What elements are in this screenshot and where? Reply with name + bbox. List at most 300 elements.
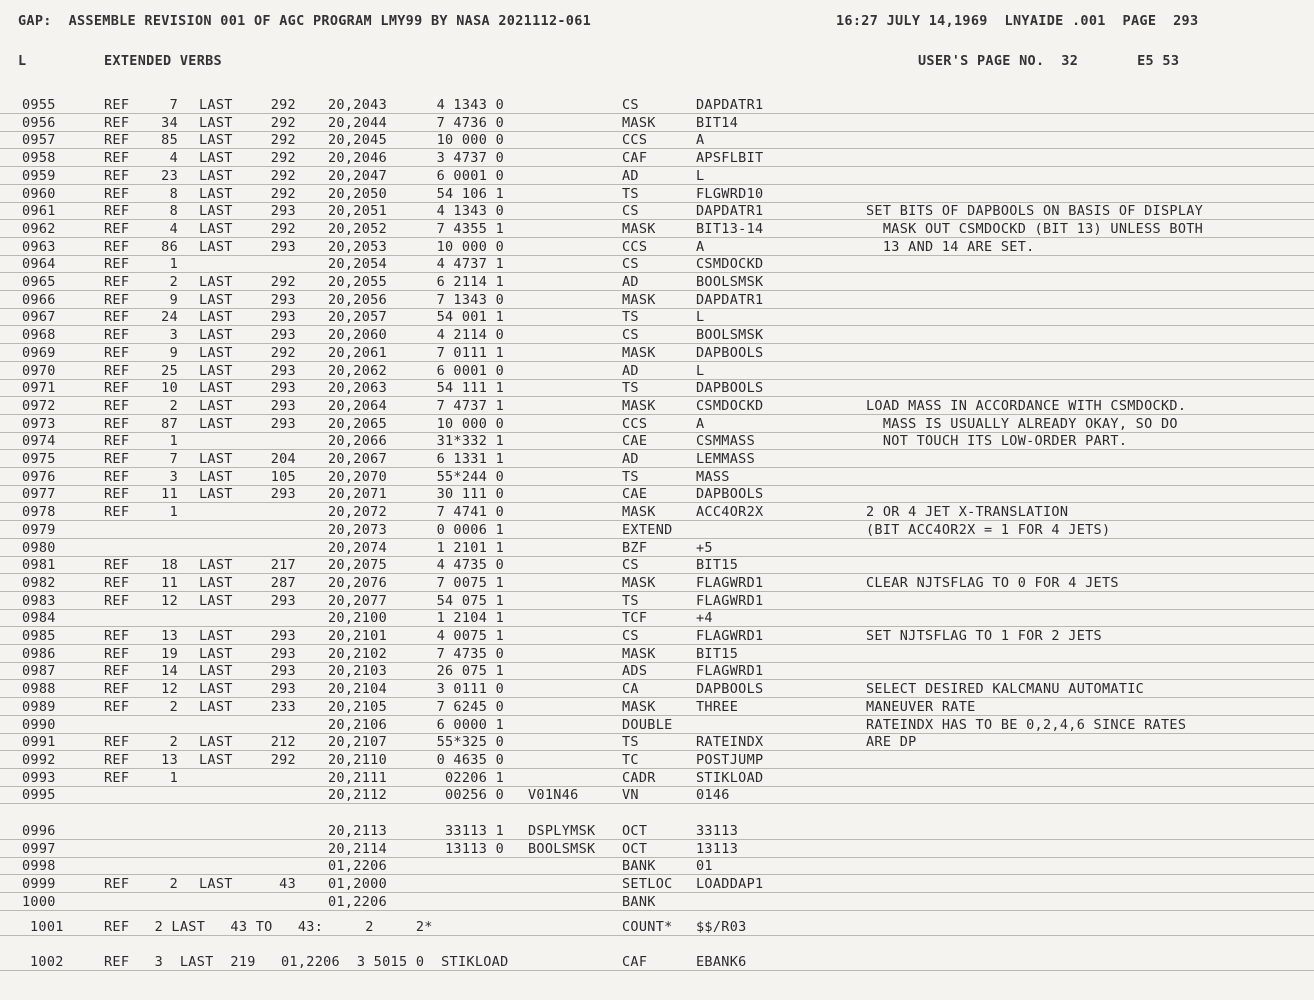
ref-count: 2 xyxy=(169,734,178,751)
last-tag: LAST xyxy=(199,291,233,308)
opcode: MASK xyxy=(622,645,656,662)
address: 20,2060 xyxy=(328,327,387,344)
opcode: CA xyxy=(622,681,639,698)
ref-count: 23 xyxy=(161,167,178,184)
line-number: 1001 xyxy=(30,919,64,935)
ref-tag: REF xyxy=(104,574,130,591)
last-tag: LAST xyxy=(199,397,233,414)
object-code: 30 111 0 xyxy=(436,486,504,503)
ref-count: 1 xyxy=(169,433,178,450)
operand: +5 xyxy=(696,539,713,556)
operand: CSMDOCKD xyxy=(696,397,764,414)
ref-tag: REF xyxy=(104,433,130,450)
object-code: 6 0001 0 xyxy=(436,167,504,184)
address: 20,2064 xyxy=(328,397,387,414)
operand: DAPBOOLS xyxy=(696,380,764,397)
object-code: 33113 1 xyxy=(445,823,504,839)
ref-count: 10 xyxy=(161,380,178,397)
last-page: 105 xyxy=(270,468,296,485)
listing-row xyxy=(0,733,1314,751)
listing-row xyxy=(0,326,1314,344)
line-number: 0961 xyxy=(22,203,56,220)
last-page: 292 xyxy=(270,185,296,202)
address: 20,2066 xyxy=(328,433,387,450)
line-number: 0966 xyxy=(22,291,56,308)
operand: DAPBOOLS xyxy=(696,486,764,503)
ref-tag: REF xyxy=(104,309,130,326)
ref-count: 1 xyxy=(169,769,178,786)
last-page: 293 xyxy=(270,397,296,414)
line-number: 0965 xyxy=(22,274,56,290)
operand: APSFLBIT xyxy=(696,150,764,167)
address: 20,2110 xyxy=(328,751,387,768)
opcode: MASK xyxy=(622,291,656,308)
footer-row xyxy=(0,953,1314,971)
opcode: CADR xyxy=(622,769,656,786)
ref-tag: REF xyxy=(104,167,130,184)
object-code: 6 1331 1 xyxy=(436,451,504,467)
last-page: 293 xyxy=(270,415,296,432)
address: 20,2074 xyxy=(328,539,387,556)
opcode: AD xyxy=(622,274,639,290)
ref-count: 8 xyxy=(169,185,178,202)
listing-row xyxy=(0,344,1314,362)
ref-tag: REF xyxy=(104,663,130,680)
ref-count: 7 xyxy=(169,97,178,113)
operand: DAPDATR1 xyxy=(696,97,764,113)
footer-text: REF 2 LAST 43 TO 43: 2 2* xyxy=(104,919,433,935)
ref-count: 13 xyxy=(161,751,178,768)
line-number: 0989 xyxy=(22,698,56,715)
last-tag: LAST xyxy=(199,97,233,113)
operand: BIT14 xyxy=(696,114,739,131)
opcode: BANK xyxy=(622,893,656,910)
address: 20,2107 xyxy=(328,734,387,751)
line-number: 0982 xyxy=(22,574,56,591)
comment: CLEAR NJTSFLAG TO 0 FOR 4 JETS xyxy=(866,574,1119,591)
address: 20,2114 xyxy=(328,840,387,857)
opcode: TS xyxy=(622,592,639,609)
last-tag: LAST xyxy=(199,645,233,662)
footer-row xyxy=(0,918,1314,936)
address: 20,2046 xyxy=(328,150,387,167)
address: 20,2072 xyxy=(328,504,387,521)
line-number: 0976 xyxy=(22,468,56,485)
line-number: 1002 xyxy=(30,954,64,970)
last-tag: LAST xyxy=(199,876,233,893)
ref-count: 18 xyxy=(161,557,178,574)
ref-count: 12 xyxy=(161,681,178,698)
last-page: 293 xyxy=(270,628,296,644)
last-tag: LAST xyxy=(199,185,233,202)
opcode: BANK xyxy=(622,858,656,875)
listing-row xyxy=(0,379,1314,397)
listing-row xyxy=(0,485,1314,503)
address: 20,2055 xyxy=(328,274,387,290)
ref-count: 86 xyxy=(161,238,178,255)
last-page: 292 xyxy=(270,97,296,113)
ref-tag: REF xyxy=(104,97,130,113)
line-number: 0987 xyxy=(22,663,56,680)
operand: EBANK6 xyxy=(696,954,747,970)
operand: L xyxy=(696,167,705,184)
object-code: 54 111 1 xyxy=(436,380,504,397)
operand: BOOLSMSK xyxy=(696,327,764,344)
comment: ARE DP xyxy=(866,734,917,751)
opcode: TS xyxy=(622,309,639,326)
ref-count: 2 xyxy=(169,274,178,290)
last-tag: LAST xyxy=(199,327,233,344)
address: 20,2062 xyxy=(328,362,387,379)
object-code: 6 2114 1 xyxy=(436,274,504,290)
last-page: 293 xyxy=(270,592,296,609)
object-code: 3 0111 0 xyxy=(436,681,504,698)
operand: DAPDATR1 xyxy=(696,203,764,220)
operand: A xyxy=(696,238,705,255)
address: 01,2206 xyxy=(328,893,387,910)
comment: (BIT ACC4OR2X = 1 FOR 4 JETS) xyxy=(866,521,1111,538)
object-code: 02206 1 xyxy=(445,769,504,786)
listing-row xyxy=(0,362,1314,380)
address: 20,2073 xyxy=(328,521,387,538)
address: 01,2206 xyxy=(328,858,387,875)
listing-row xyxy=(0,875,1314,893)
comment: MANEUVER RATE xyxy=(866,698,976,715)
opcode: MASK xyxy=(622,397,656,414)
banner-line-2 xyxy=(0,52,1314,70)
operand: STIKLOAD xyxy=(696,769,764,786)
ref-tag: REF xyxy=(104,451,130,467)
ref-tag: REF xyxy=(104,256,130,273)
opcode: MASK xyxy=(622,114,656,131)
operand: +4 xyxy=(696,610,713,627)
operand: 01 xyxy=(696,858,713,875)
listing-row xyxy=(0,415,1314,433)
operand: 33113 xyxy=(696,823,739,839)
ref-count: 7 xyxy=(169,451,178,467)
address: 20,2051 xyxy=(328,203,387,220)
line-number: 0985 xyxy=(22,628,56,644)
address: 20,2111 xyxy=(328,769,387,786)
listing-row xyxy=(0,822,1314,840)
listing-row xyxy=(0,167,1314,185)
ref-count: 13 xyxy=(161,628,178,644)
object-code: 55*244 0 xyxy=(436,468,504,485)
opcode: TS xyxy=(622,468,639,485)
operand: A xyxy=(696,132,705,149)
operand: BIT15 xyxy=(696,645,739,662)
address: 20,2112 xyxy=(328,787,387,804)
line-number: 0992 xyxy=(22,751,56,768)
comment: SELECT DESIRED KALCMANU AUTOMATIC xyxy=(866,681,1145,698)
object-code: 0 4635 0 xyxy=(436,751,504,768)
listing-row xyxy=(0,751,1314,769)
operand: A xyxy=(696,415,705,432)
last-tag: LAST xyxy=(199,698,233,715)
last-tag: LAST xyxy=(199,751,233,768)
ref-tag: REF xyxy=(104,344,130,361)
opcode: TS xyxy=(622,380,639,397)
object-code: 3 4737 0 xyxy=(436,150,504,167)
last-page: 292 xyxy=(270,220,296,237)
ref-tag: REF xyxy=(104,327,130,344)
last-tag: LAST xyxy=(199,486,233,503)
operand: THREE xyxy=(696,698,739,715)
last-page: 292 xyxy=(270,114,296,131)
operand: DAPBOOLS xyxy=(696,344,764,361)
line-number: 0983 xyxy=(22,592,56,609)
address: 20,2061 xyxy=(328,344,387,361)
line-number: 0999 xyxy=(22,876,56,893)
last-page: 293 xyxy=(270,309,296,326)
ref-tag: REF xyxy=(104,185,130,202)
line-number: 0984 xyxy=(22,610,56,627)
object-code: 7 0111 1 xyxy=(436,344,504,361)
last-page: 293 xyxy=(270,663,296,680)
line-number: 0997 xyxy=(22,840,56,857)
ref-tag: REF xyxy=(104,698,130,715)
line-number: 0995 xyxy=(22,787,56,804)
object-code: 1 2104 1 xyxy=(436,610,504,627)
ref-tag: REF xyxy=(104,274,130,290)
object-code: 54 075 1 xyxy=(436,592,504,609)
ref-tag: REF xyxy=(104,876,130,893)
last-tag: LAST xyxy=(199,628,233,644)
address: 20,2100 xyxy=(328,610,387,627)
object-code: 4 4735 0 xyxy=(436,557,504,574)
opcode: CS xyxy=(622,203,639,220)
line-number: 1000 xyxy=(22,893,56,910)
last-tag: LAST xyxy=(199,380,233,397)
opcode: CS xyxy=(622,327,639,344)
ref-tag: REF xyxy=(104,592,130,609)
ref-tag: REF xyxy=(104,397,130,414)
opcode: COUNT* xyxy=(622,919,673,935)
last-page: 233 xyxy=(270,698,296,715)
object-code: 6 0000 1 xyxy=(436,716,504,733)
address: 20,2056 xyxy=(328,291,387,308)
opcode: CS xyxy=(622,97,639,113)
comment: NOT TOUCH ITS LOW-ORDER PART. xyxy=(866,433,1128,450)
object-code: 0 0006 1 xyxy=(436,521,504,538)
user-page-number: USER'S PAGE NO. 32 E5 53 xyxy=(918,53,1180,69)
ref-tag: REF xyxy=(104,291,130,308)
last-tag: LAST xyxy=(199,557,233,574)
object-code: 55*325 0 xyxy=(436,734,504,751)
address: 20,2106 xyxy=(328,716,387,733)
ref-tag: REF xyxy=(104,486,130,503)
opcode: CCS xyxy=(622,415,648,432)
comment: RATEINDX HAS TO BE 0,2,4,6 SINCE RATES xyxy=(866,716,1187,733)
object-code: 7 0075 1 xyxy=(436,574,504,591)
line-number: 0979 xyxy=(22,521,56,538)
line-number: 0957 xyxy=(22,132,56,149)
operand: LOADDAP1 xyxy=(696,876,764,893)
line-number: 0956 xyxy=(22,114,56,131)
ref-count: 1 xyxy=(169,504,178,521)
object-code: 54 001 1 xyxy=(436,309,504,326)
operand: DAPBOOLS xyxy=(696,681,764,698)
address: 20,2102 xyxy=(328,645,387,662)
listing-row xyxy=(0,539,1314,557)
last-page: 204 xyxy=(270,451,296,467)
address: 20,2103 xyxy=(328,663,387,680)
opcode: CAE xyxy=(622,486,648,503)
opcode: MASK xyxy=(622,698,656,715)
ref-tag: REF xyxy=(104,362,130,379)
ref-count: 4 xyxy=(169,220,178,237)
listing-row xyxy=(0,840,1314,858)
operand: $$/R03 xyxy=(696,919,747,935)
line-number: 0988 xyxy=(22,681,56,698)
operand: 0146 xyxy=(696,787,730,804)
ref-tag: REF xyxy=(104,132,130,149)
operand: POSTJUMP xyxy=(696,751,764,768)
object-code: 7 4736 0 xyxy=(436,114,504,131)
opcode: TS xyxy=(622,185,639,202)
operand: MASS xyxy=(696,468,730,485)
object-code: 13113 0 xyxy=(445,840,504,857)
line-number: 0960 xyxy=(22,185,56,202)
address: 20,2063 xyxy=(328,380,387,397)
listing-row xyxy=(0,786,1314,804)
listing-row xyxy=(0,220,1314,238)
opcode: SETLOC xyxy=(622,876,673,893)
opcode: AD xyxy=(622,451,639,467)
ref-count: 19 xyxy=(161,645,178,662)
line-number: 0974 xyxy=(22,433,56,450)
ref-tag: REF xyxy=(104,150,130,167)
last-page: 292 xyxy=(270,274,296,290)
last-tag: LAST xyxy=(199,220,233,237)
last-tag: LAST xyxy=(199,344,233,361)
listing-row xyxy=(0,662,1314,680)
line-number: 0980 xyxy=(22,539,56,556)
last-tag: LAST xyxy=(199,114,233,131)
listing-row xyxy=(0,556,1314,574)
opcode: MASK xyxy=(622,344,656,361)
ref-tag: REF xyxy=(104,380,130,397)
line-number: 0981 xyxy=(22,557,56,574)
last-tag: LAST xyxy=(199,203,233,220)
listing-row xyxy=(0,273,1314,291)
ref-tag: REF xyxy=(104,628,130,644)
section-title: EXTENDED VERBS xyxy=(104,53,222,69)
ref-count: 3 xyxy=(169,327,178,344)
listing-row xyxy=(0,397,1314,415)
listing-row xyxy=(0,627,1314,645)
address: 20,2105 xyxy=(328,698,387,715)
ref-count: 11 xyxy=(161,574,178,591)
comment: 13 AND 14 ARE SET. xyxy=(866,238,1035,255)
address: 20,2071 xyxy=(328,486,387,503)
operand: L xyxy=(696,309,705,326)
last-page: 293 xyxy=(270,380,296,397)
last-page: 217 xyxy=(270,557,296,574)
address: 20,2104 xyxy=(328,681,387,698)
banner-line-1 xyxy=(0,12,1314,30)
ref-count: 25 xyxy=(161,362,178,379)
last-tag: LAST xyxy=(199,150,233,167)
ref-count: 12 xyxy=(161,592,178,609)
opcode: ADS xyxy=(622,663,648,680)
ref-tag: REF xyxy=(104,220,130,237)
last-page: 212 xyxy=(270,734,296,751)
listing-row xyxy=(0,450,1314,468)
opcode: TS xyxy=(622,734,639,751)
address: 01,2000 xyxy=(328,876,387,893)
listing-row xyxy=(0,716,1314,734)
ref-count: 8 xyxy=(169,203,178,220)
object-code: 4 1343 0 xyxy=(436,97,504,113)
ref-count: 87 xyxy=(161,415,178,432)
line-number: 0973 xyxy=(22,415,56,432)
line-number: 0964 xyxy=(22,256,56,273)
line-number: 0958 xyxy=(22,150,56,167)
ref-tag: REF xyxy=(104,769,130,786)
opcode: CAE xyxy=(622,433,648,450)
ref-count: 3 xyxy=(169,468,178,485)
ref-count: 1 xyxy=(169,256,178,273)
last-page: 293 xyxy=(270,291,296,308)
line-number: 0962 xyxy=(22,220,56,237)
last-page: 292 xyxy=(270,344,296,361)
listing-row xyxy=(0,291,1314,309)
opcode: AD xyxy=(622,167,639,184)
opcode: CS xyxy=(622,628,639,644)
listing-row xyxy=(0,574,1314,592)
listing-row xyxy=(0,149,1314,167)
address: 20,2070 xyxy=(328,468,387,485)
opcode: EXTEND xyxy=(622,521,673,538)
opcode: OCT xyxy=(622,823,648,839)
listing-row xyxy=(0,131,1314,149)
line-number: 0996 xyxy=(22,823,56,839)
line-number: 0978 xyxy=(22,504,56,521)
last-tag: LAST xyxy=(199,468,233,485)
last-tag: LAST xyxy=(199,734,233,751)
operand: BIT13-14 xyxy=(696,220,764,237)
ref-count: 11 xyxy=(161,486,178,503)
ref-count: 24 xyxy=(161,309,178,326)
operand: BIT15 xyxy=(696,557,739,574)
banner-left: GAP: ASSEMBLE REVISION 001 OF AGC PROGRAM LMY99 BY NASA 2021112-061 xyxy=(18,13,592,29)
last-tag: LAST xyxy=(199,309,233,326)
object-code: 6 0001 0 xyxy=(436,362,504,379)
address: 20,2067 xyxy=(328,451,387,467)
ref-tag: REF xyxy=(104,734,130,751)
listing-row xyxy=(0,521,1314,539)
address: 20,2101 xyxy=(328,628,387,644)
symbol-label: V01N46 xyxy=(528,787,579,804)
ref-tag: REF xyxy=(104,203,130,220)
object-code: 4 0075 1 xyxy=(436,628,504,644)
ref-tag: REF xyxy=(104,114,130,131)
line-number: 0972 xyxy=(22,397,56,414)
object-code: 10 000 0 xyxy=(436,132,504,149)
listing-row xyxy=(0,609,1314,627)
object-code: 7 1343 0 xyxy=(436,291,504,308)
object-code: 7 4737 1 xyxy=(436,397,504,414)
operand: DAPDATR1 xyxy=(696,291,764,308)
opcode: CCS xyxy=(622,132,648,149)
object-code: 1 2101 1 xyxy=(436,539,504,556)
comment: 2 OR 4 JET X-TRANSLATION xyxy=(866,504,1069,521)
last-tag: LAST xyxy=(199,238,233,255)
last-page: 287 xyxy=(270,574,296,591)
listing-row xyxy=(0,202,1314,220)
operand: CSMMASS xyxy=(696,433,755,450)
